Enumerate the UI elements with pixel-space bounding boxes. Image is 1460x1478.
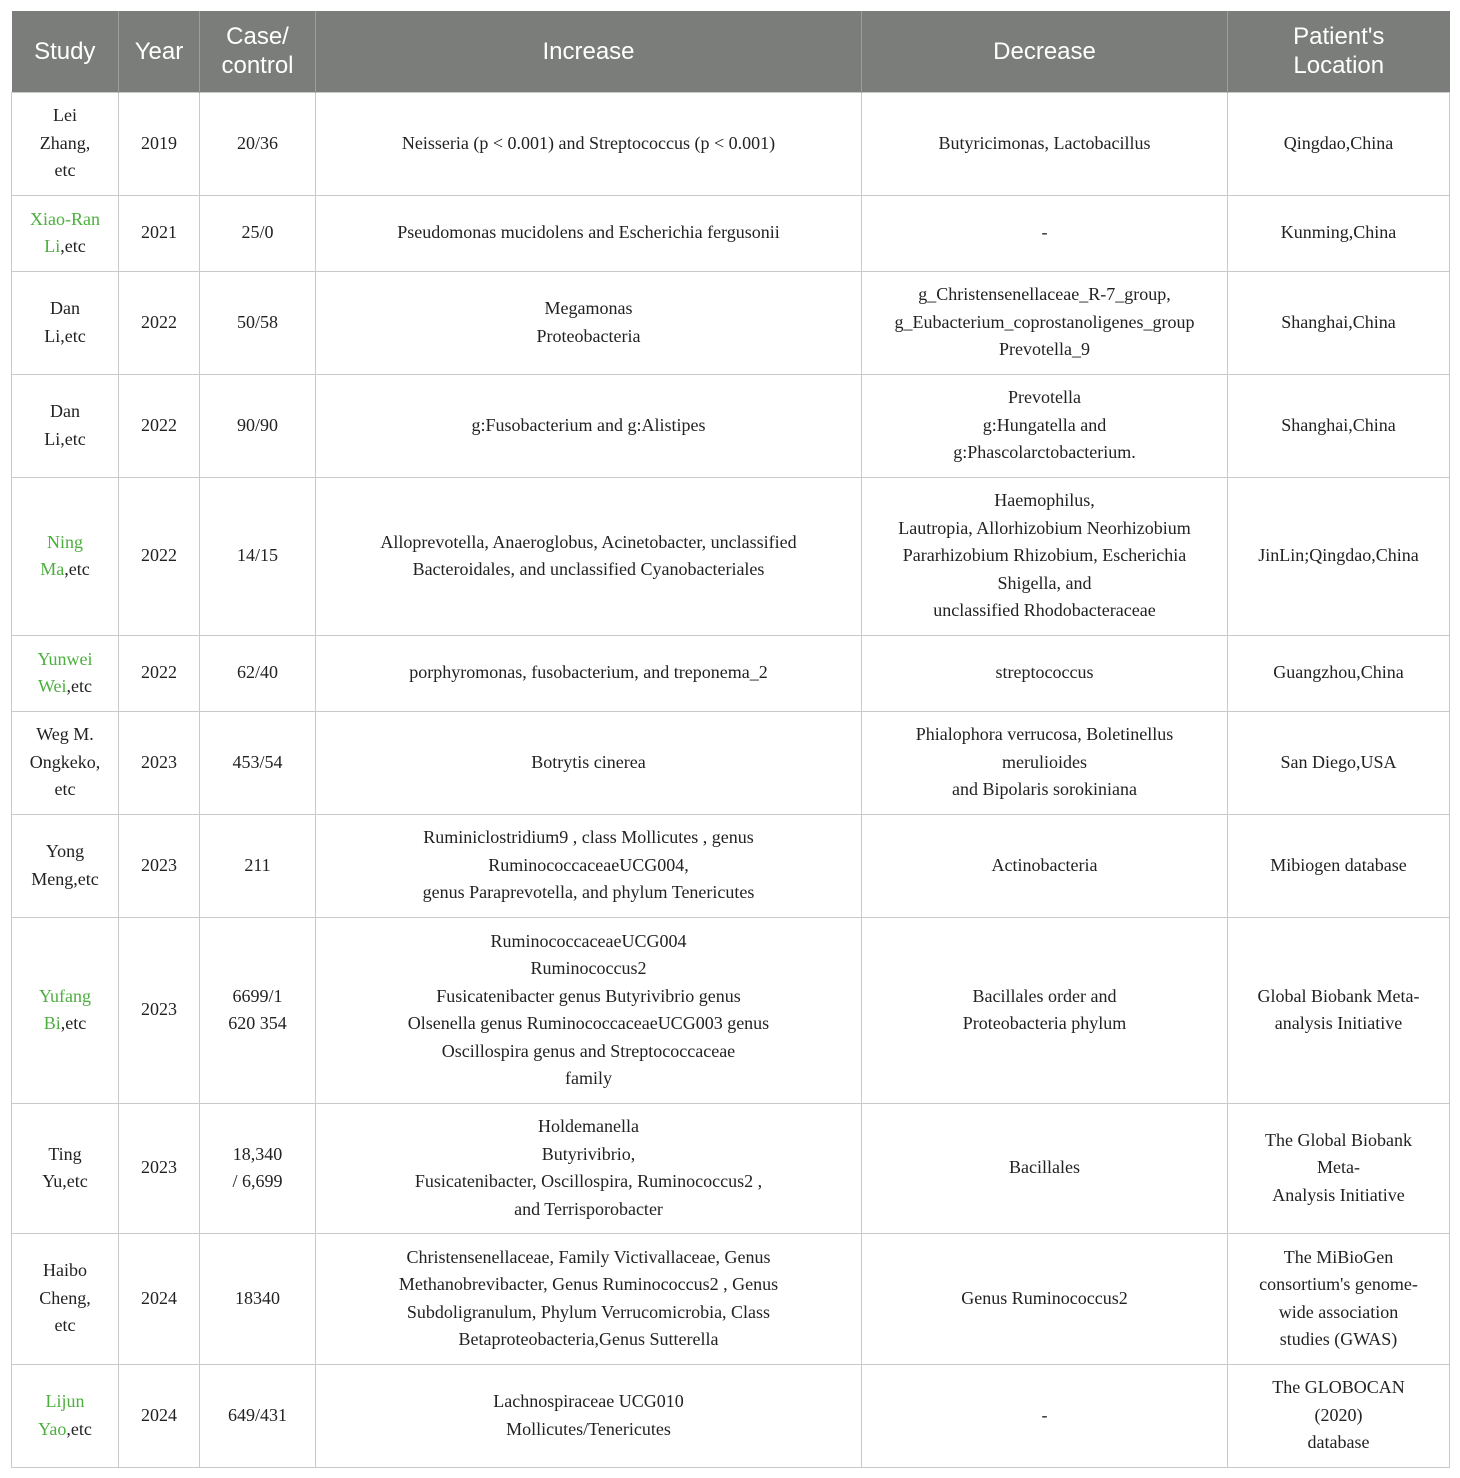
table-row [12, 1233, 1450, 1364]
study-table [11, 11, 1450, 1468]
location-cell: The MiBioGen consortium's genome- wide association studies (GWAS) [1228, 1233, 1450, 1364]
study-cell [12, 814, 119, 917]
decrease-cell: Phialophora verrucosa, Boletinellus merulioides and Bipolaris sorokiniana [862, 711, 1228, 814]
increase-cell: Christensenellaceae, Family Victivallaceae, Genus Methanobrevibacter, Genus Ruminococcus2 , Genus Subdoligranulum, Phylum Verrucomicrobia, Class Betaproteobacteria,Genus Sutterella [316, 1233, 862, 1364]
table-row [12, 271, 1450, 374]
increase-cell: Pseudomonas mucidolens and Escherichia fergusonii [316, 195, 862, 271]
location-cell: Kunming,China [1228, 195, 1450, 271]
location-cell: San Diego,USA [1228, 711, 1450, 814]
table-row [12, 374, 1450, 477]
year-cell: 2023 [119, 917, 200, 1103]
increase-cell: Holdemanella Butyrivibrio, Fusicatenibacter, Oscillospira, Ruminococcus2 , and Terrisporobacter [316, 1103, 862, 1233]
study-author: Yong Meng,etc [31, 841, 99, 889]
study-author-link[interactable]: Lijun Yao [38, 1391, 85, 1439]
study-author: Dan Li,etc [44, 401, 86, 449]
case-control-cell: 25/0 [200, 195, 316, 271]
table-row [12, 92, 1450, 195]
header-study: Study [12, 11, 119, 92]
location-cell: Shanghai,China [1228, 271, 1450, 374]
header-case-control: Case/ control [200, 11, 316, 92]
table-row [12, 1103, 1450, 1233]
study-author: ,etc [60, 1013, 87, 1033]
decrease-cell: - [862, 1364, 1228, 1467]
case-control-cell: 211 [200, 814, 316, 917]
header-decrease: Decrease [862, 11, 1228, 92]
location-cell: Global Biobank Meta- analysis Initiative [1228, 917, 1450, 1103]
year-cell: 2023 [119, 1103, 200, 1233]
year-cell: 2022 [119, 374, 200, 477]
study-cell [12, 917, 119, 1103]
year-cell: 2023 [119, 814, 200, 917]
location-cell: Shanghai,China [1228, 374, 1450, 477]
increase-cell: Alloprevotella, Anaeroglobus, Acinetobacter, unclassified Bacteroidales, and unclassified Cyanobacteriales [316, 477, 862, 635]
table-row [12, 195, 1450, 271]
study-cell [12, 1364, 119, 1467]
decrease-cell: Butyricimonas, Lactobacillus [862, 92, 1228, 195]
header-row [12, 11, 1450, 92]
year-cell: 2024 [119, 1364, 200, 1467]
year-cell: 2022 [119, 635, 200, 711]
table-row [12, 917, 1450, 1103]
study-author: ,etc [64, 559, 90, 579]
increase-cell: g:Fusobacterium and g:Alistipes [316, 374, 862, 477]
case-control-cell: 18340 [200, 1233, 316, 1364]
location-cell: The GLOBOCAN (2020) database [1228, 1364, 1450, 1467]
header-year: Year [119, 11, 200, 92]
table-body [12, 92, 1450, 1467]
year-cell: 2022 [119, 271, 200, 374]
study-author: Dan Li,etc [44, 298, 86, 346]
increase-cell: porphyromonas, fusobacterium, and treponema_2 [316, 635, 862, 711]
header-location: Patient's Location [1228, 11, 1450, 92]
increase-cell: Megamonas Proteobacteria [316, 271, 862, 374]
year-cell: 2024 [119, 1233, 200, 1364]
study-cell [12, 711, 119, 814]
increase-cell: Lachnospiraceae UCG010 Mollicutes/Tenericutes [316, 1364, 862, 1467]
study-cell [12, 271, 119, 374]
location-cell: Qingdao,China [1228, 92, 1450, 195]
decrease-cell: Genus Ruminococcus2 [862, 1233, 1228, 1364]
study-cell [12, 1103, 119, 1233]
case-control-cell: 90/90 [200, 374, 316, 477]
study-author-link[interactable]: Yunwei Wei [37, 648, 93, 696]
table-row [12, 477, 1450, 635]
study-author: Ting Yu,etc [42, 1143, 88, 1191]
case-control-cell: 50/58 [200, 271, 316, 374]
study-author-link[interactable]: Ning Ma [40, 531, 83, 579]
study-author: ,etc [60, 236, 86, 256]
location-cell: The Global Biobank Meta- Analysis Initiative [1228, 1103, 1450, 1233]
study-author: ,etc [66, 676, 93, 696]
study-cell [12, 374, 119, 477]
decrease-cell: streptococcus [862, 635, 1228, 711]
year-cell: 2019 [119, 92, 200, 195]
case-control-cell: 453/54 [200, 711, 316, 814]
table-row [12, 814, 1450, 917]
study-author: Haibo Cheng, etc [39, 1260, 91, 1336]
study-author: Weg M. Ongkeko, etc [29, 724, 101, 800]
table-row [12, 711, 1450, 814]
increase-cell: RuminococcaceaeUCG004 Ruminococcus2 Fusicatenibacter genus Butyrivibrio genus Olsenella genus RuminococcaceaeUCG003 genus Oscillospira genus and Streptococcaceae family [316, 917, 862, 1103]
case-control-cell: 20/36 [200, 92, 316, 195]
location-cell: JinLin;Qingdao,China [1228, 477, 1450, 635]
decrease-cell: Actinobacteria [862, 814, 1228, 917]
study-author-link[interactable]: Xiao-Ran Li [30, 208, 100, 256]
study-author: Lei Zhang, etc [39, 105, 91, 181]
case-control-cell: 14/15 [200, 477, 316, 635]
decrease-cell: Haemophilus, Lautropia, Allorhizobium Neorhizobium Pararhizobium Rhizobium, Escherichia Shigella, and unclassified Rhodobacteraceae [862, 477, 1228, 635]
decrease-cell: Bacillales order and Proteobacteria phylum [862, 917, 1228, 1103]
table-header [12, 11, 1450, 92]
study-cell [12, 635, 119, 711]
study-author: ,etc [66, 1418, 92, 1439]
increase-cell: Neisseria (p < 0.001) and Streptococcus (p < 0.001) [316, 92, 862, 195]
decrease-cell: g_Christensenellaceae_R-7_group, g_Eubacterium_coprostanoligenes_group Prevotella_9 [862, 271, 1228, 374]
year-cell: 2023 [119, 711, 200, 814]
study-cell [12, 195, 119, 271]
case-control-cell: 18,340 / 6,699 [200, 1103, 316, 1233]
year-cell: 2021 [119, 195, 200, 271]
study-cell [12, 1233, 119, 1364]
decrease-cell: - [862, 195, 1228, 271]
case-control-cell: 62/40 [200, 635, 316, 711]
table-row [12, 635, 1450, 711]
decrease-cell: Bacillales [862, 1103, 1228, 1233]
increase-cell: Ruminiclostridium9 , class Mollicutes , genus RuminococcaceaeUCG004, genus Paraprevotella, and phylum Tenericutes [316, 814, 862, 917]
decrease-cell: Prevotella g:Hungatella and g:Phascolarctobacterium. [862, 374, 1228, 477]
study-author-link[interactable]: Yufang Bi [39, 985, 91, 1033]
year-cell: 2022 [119, 477, 200, 635]
increase-cell: Botrytis cinerea [316, 711, 862, 814]
case-control-cell: 649/431 [200, 1364, 316, 1467]
header-increase: Increase [316, 11, 862, 92]
table-row [12, 1364, 1450, 1467]
location-cell: Mibiogen database [1228, 814, 1450, 917]
study-cell [12, 477, 119, 635]
study-cell [12, 92, 119, 195]
case-control-cell: 6699/1 620 354 [200, 917, 316, 1103]
location-cell: Guangzhou,China [1228, 635, 1450, 711]
